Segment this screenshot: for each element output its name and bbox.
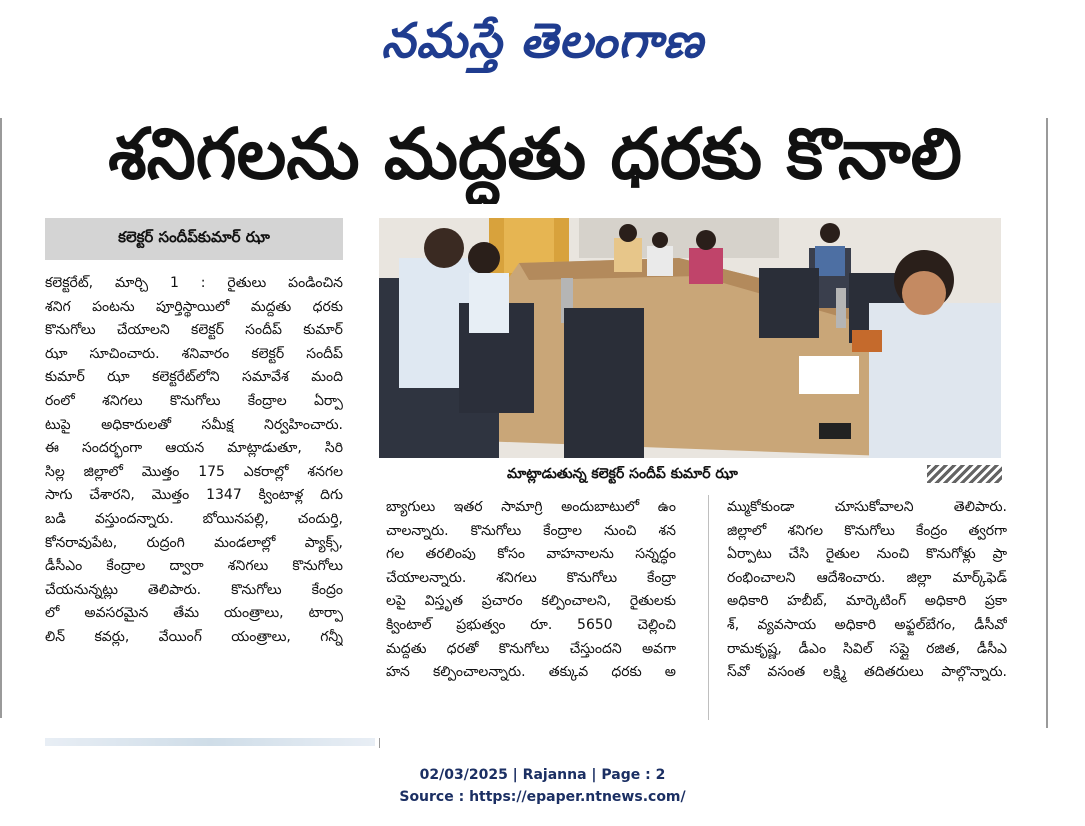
text-line: లిన్ కవర్లు, వేయింగ్ యంత్రాలు, గన్నీ bbox=[45, 628, 343, 645]
article-column-2 bbox=[386, 496, 676, 685]
page-border-right bbox=[1046, 118, 1048, 728]
text-line: రంలో శనిగలు కొనుగోలు కేంద్రాల ఏర్పా bbox=[45, 392, 343, 409]
page-footer bbox=[0, 764, 1085, 808]
text-line: కలెక్టరేట్, మార్చి 1 : రైతులు పండించిన bbox=[45, 275, 343, 291]
byline: కలెక్టర్ సందీప్‌కుమార్ ఝా bbox=[118, 228, 270, 246]
bottom-divider bbox=[379, 738, 380, 748]
text-line: సాగు చేశారని, మొత్తం 1347 క్వింటాళ్ల దిగు bbox=[45, 487, 343, 504]
newspaper-masthead: నమస్తే తెలంగాణ bbox=[381, 13, 704, 69]
photo-caption-text: మాట్లాడుతున్న కలెక్టర్ సందీప్ కుమార్ ఝా bbox=[507, 466, 744, 482]
text-line: ఈ సందర్భంగా ఆయన మాట్లాడుతూ, సిరి bbox=[45, 440, 343, 457]
text-line: శ్, వ్యవసాయ అధికారి అఫ్జల్‌బేగం, డీసీవో bbox=[727, 616, 1007, 633]
text-line: కుమార్ ఝా కలెక్టరేట్‌లోని సమావేశ మంది bbox=[45, 369, 343, 386]
article-column-1 bbox=[45, 272, 343, 650]
text-line: ఏర్పాటు చేసి రైతుల నుంచి కొనుగోళ్లు ప్రా bbox=[727, 546, 1007, 563]
text-line: కొనుగోలు చేయాలని కలెక్టర్ సందీప్ కుమార్ bbox=[45, 322, 343, 339]
text-line: ఝా సూచించారు. శనివారం కలెక్టర్ సందీప్ bbox=[45, 345, 343, 362]
text-line: జిల్లాలో శనిగల కొనుగోలు కేంద్రం త్వరగా bbox=[727, 522, 1007, 539]
text-line: రామకృష్ణ, డీఎం సివిల్ సప్లై రజిత, డీసీఎ bbox=[727, 640, 1007, 657]
text-line: బ్యాగులు ఇతర సామాగ్రి అందుబాటులో ఉం bbox=[386, 499, 676, 515]
footer-source: Source : https://epaper.ntnews.com/ bbox=[399, 789, 686, 805]
text-line: స్‌వో వసంత లక్ష్మి తదితరులు పాల్గొన్నారు. bbox=[727, 664, 1007, 681]
page-border-left bbox=[0, 118, 2, 718]
meeting-photo-illustration bbox=[379, 218, 1001, 458]
byline-box bbox=[45, 218, 343, 260]
meeting-photo bbox=[379, 218, 1001, 458]
text-line: బడి వస్తుందన్నారు. బోయినపల్లి, చందుర్తి, bbox=[45, 510, 343, 527]
next-article-image-edge bbox=[45, 738, 375, 746]
footer-edition-info: 02/03/2025 | Rajanna | Page : 2 bbox=[419, 767, 666, 783]
text-line: లపై విస్తృత ప్రచారం కల్పించాలని, రైతులకు bbox=[386, 593, 676, 610]
text-line: శనిగ పంటను పూర్తిస్థాయిలో మద్దతు ధరకు bbox=[45, 298, 343, 315]
text-line: హన కల్పించాలన్నారు. తక్కువ ధరకు అ bbox=[386, 664, 676, 681]
text-line: మద్దతు ధరతో కొనుగోలు చేస్తుందని అవగా bbox=[386, 640, 676, 657]
text-line: చేయనున్నట్లు తెలిపారు. కొనుగోలు కేంద్రం bbox=[45, 581, 343, 598]
text-line: అధికారి హబీబ్, మార్కెటింగ్ అధికారి ప్రకా bbox=[727, 593, 1007, 610]
text-line: గల తరలింపు కోసం వాహనాలను సన్నద్ధం bbox=[386, 546, 676, 563]
text-line: చేయాలన్నారు. శనిగలు కొనుగోలు కేంద్రా bbox=[386, 569, 676, 586]
column-divider bbox=[708, 495, 709, 720]
text-line: డీసీఎం కేంద్రాల ద్వారా శనిగలు కొనుగోలు bbox=[45, 558, 343, 575]
text-line: లో అవసరమైన తేమ యంత్రాలు, టార్పా bbox=[45, 605, 343, 622]
text-line: టుపై అధికారులతో సమీక్ష నిర్వహించారు. bbox=[45, 416, 343, 433]
article-column-3 bbox=[727, 496, 1007, 685]
text-line: కోనరావుపేట, రుద్రంగి మండలాల్లో ప్యాక్స్, bbox=[45, 534, 343, 551]
text-line: సిల్ల జిల్లాలో మొత్తం 175 ఎకరాల్లో శనగల bbox=[45, 463, 343, 480]
text-line: మ్ముకోకుండా చూసుకోవాలని తెలిపారు. bbox=[727, 499, 1007, 515]
article-headline: శనిగలను మద్దతు ధరకు కొనాలి bbox=[108, 113, 962, 195]
text-line: క్వింటాల్ ప్రభుత్వం రూ. 5650 చెల్లించి bbox=[386, 616, 676, 633]
text-line: చాలన్నారు. కొనుగోలు కేంద్రాల నుంచి శన bbox=[386, 522, 676, 539]
text-line: రంభించాలని ఆదేశించారు. జిల్లా మార్క్‌ఫెడ్ bbox=[727, 569, 1007, 586]
photo-caption bbox=[507, 462, 1002, 486]
